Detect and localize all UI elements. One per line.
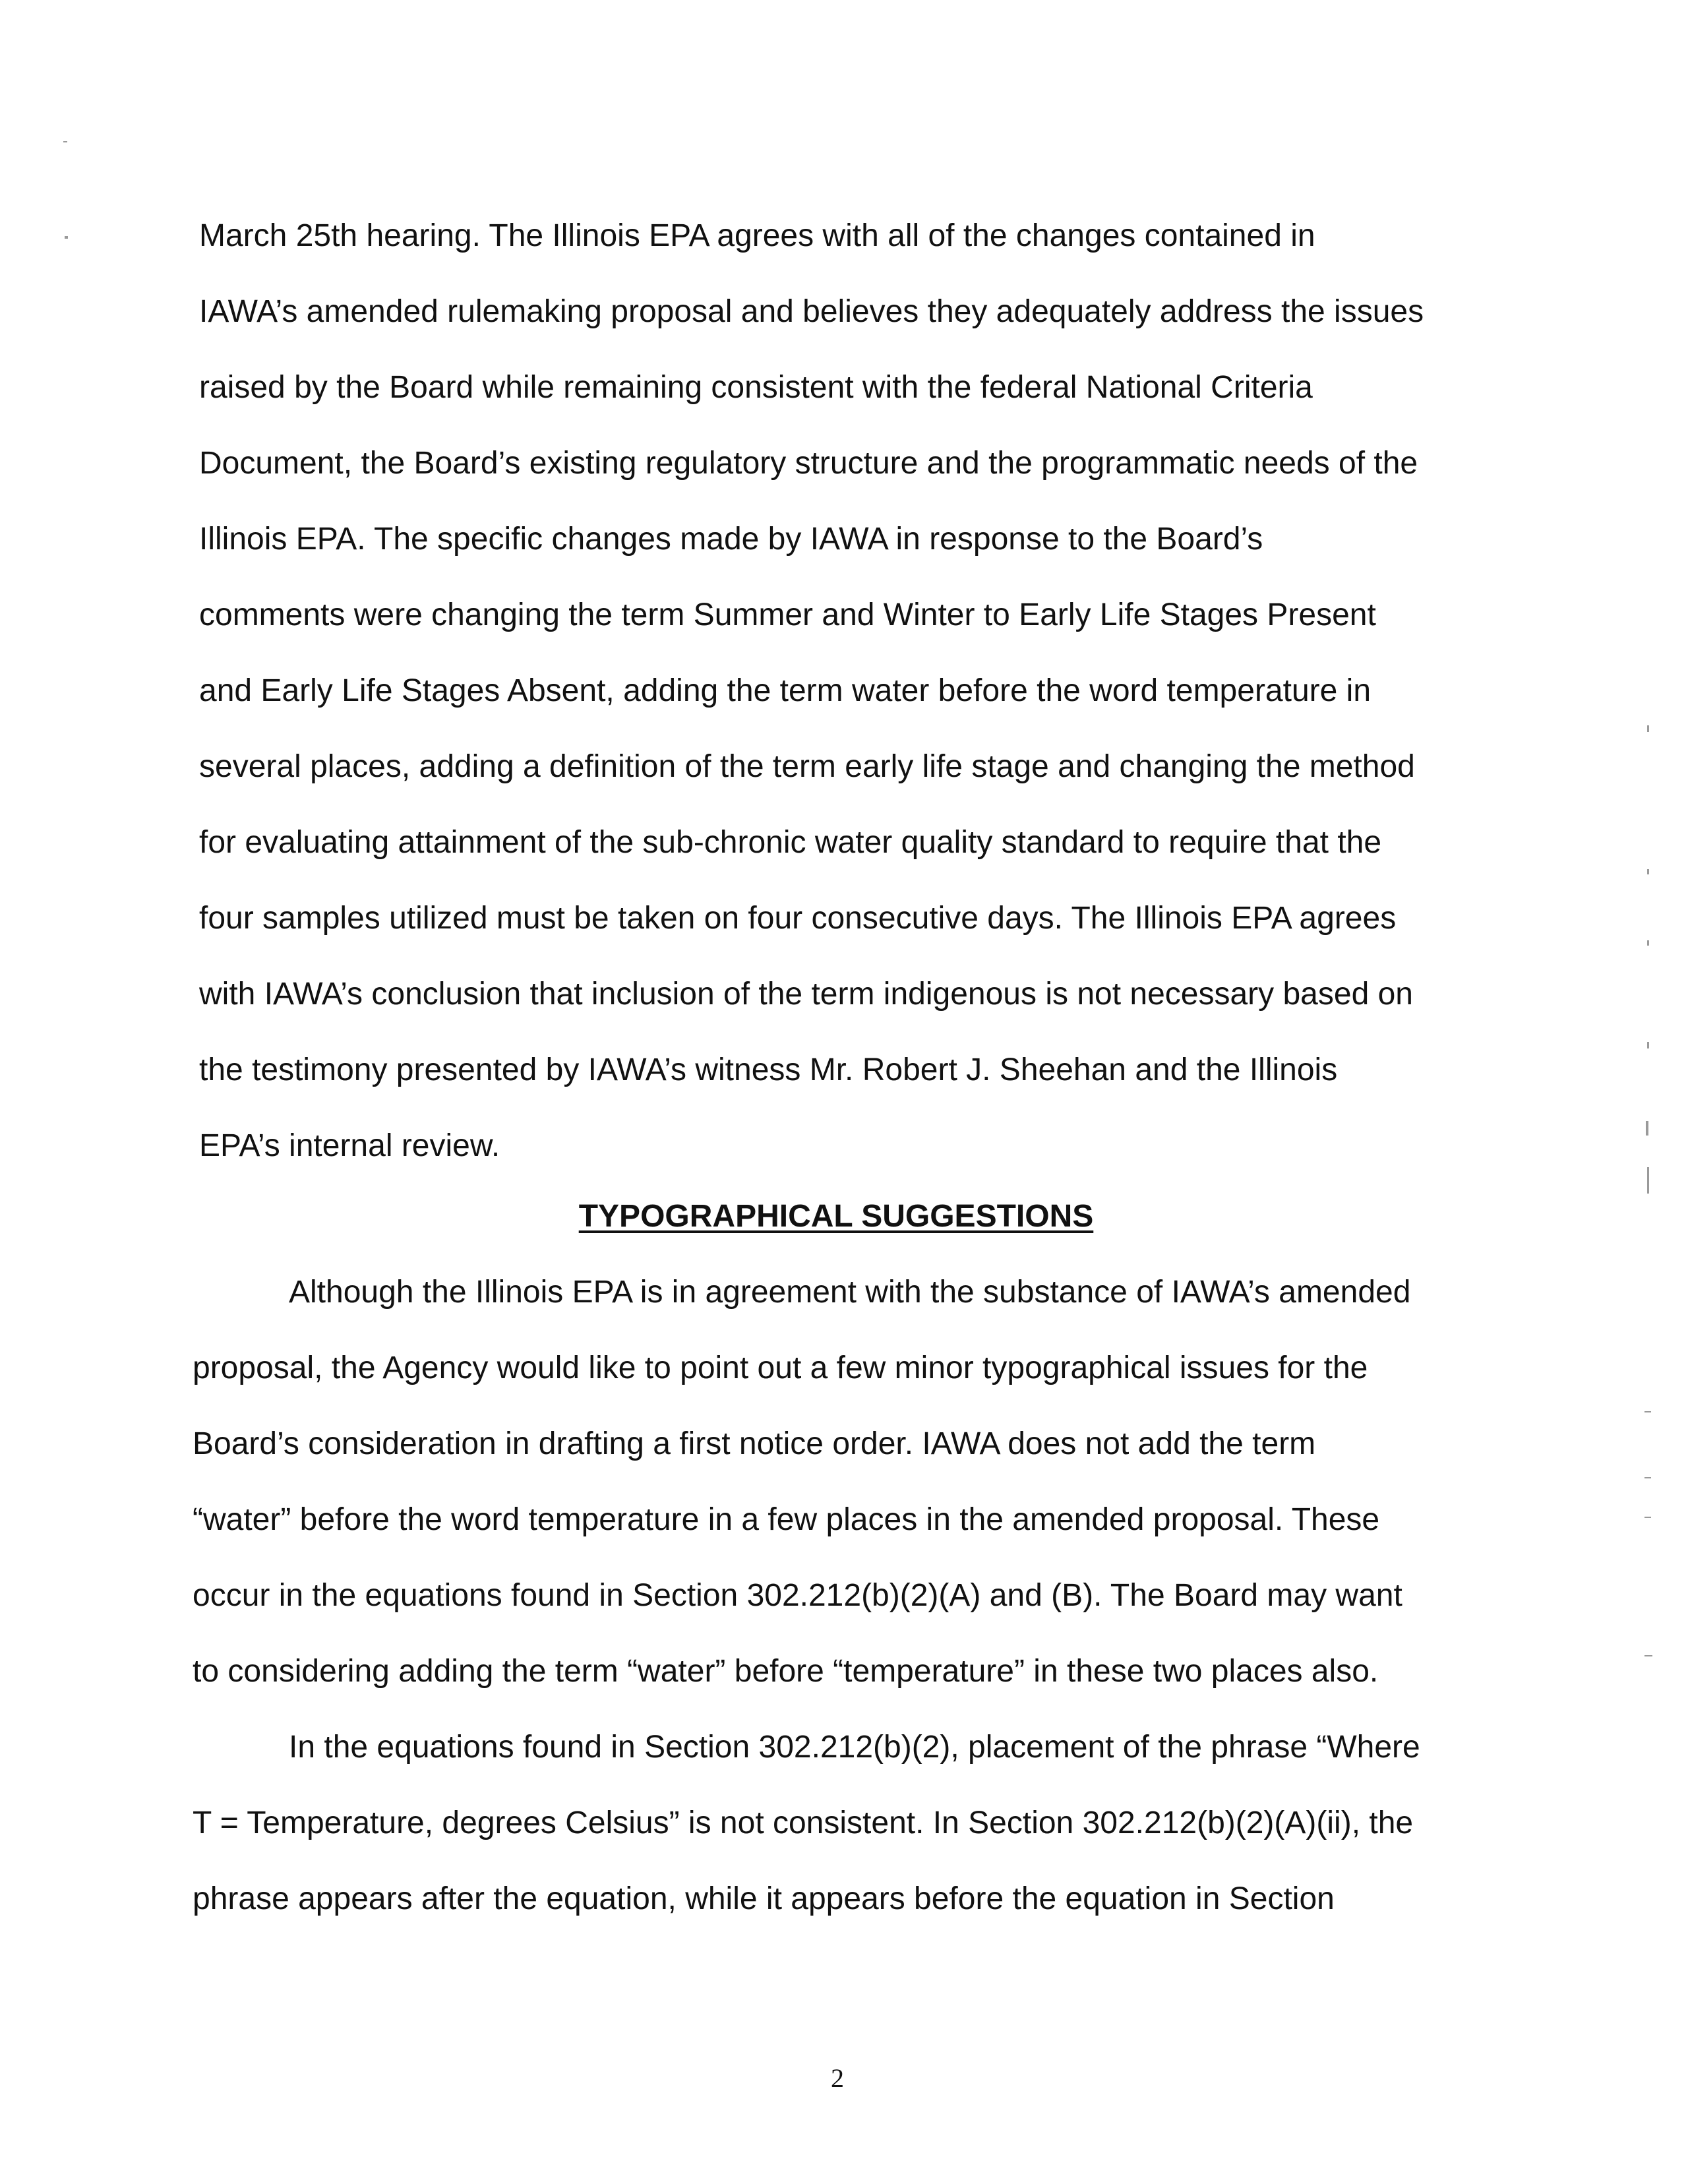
paragraph-2-line-6: to considering adding the term “water” before “temperature” in these two places also. <box>193 1654 1379 1689</box>
page-number-text: 2 <box>831 2063 844 2093</box>
paragraph-2-line-3: Board’s consideration in drafting a first notice order. IAWA does not add the term <box>193 1426 1316 1461</box>
section-heading <box>0 1198 1688 1235</box>
paragraph-1-line-12: the testimony presented by IAWA’s witness Mr. Robert J. Sheehan and the Illinois <box>199 1052 1338 1087</box>
paragraph-2-line-4: “water” before the word temperature in a few places in the amended proposal. These <box>193 1502 1380 1537</box>
scan-speck <box>1647 1042 1649 1048</box>
paragraph-1-line-7: and Early Life Stages Absent, adding the term water before the word temperature in <box>199 673 1372 708</box>
scan-speck <box>1647 940 1649 946</box>
paragraph-3-line-3: phrase appears after the equation, while it appears before the equation in Section <box>193 1881 1335 1916</box>
paragraph-1-line-11: with IAWA’s conclusion that inclusion of the term indigenous is not necessary based on <box>199 977 1413 1012</box>
scan-speck <box>1646 1121 1648 1136</box>
scan-speck <box>63 141 67 142</box>
paragraph-1-line-2: IAWA’s amended rulemaking proposal and believes they adequately address the issues <box>199 294 1424 329</box>
paragraph-2-line-2: proposal, the Agency would like to point out a few minor typographical issues for the <box>193 1350 1368 1385</box>
page-number <box>0 2063 1688 2094</box>
paragraph-1-line-3: raised by the Board while remaining consistent with the federal National Criteria <box>199 370 1313 405</box>
scan-speck <box>1644 1655 1652 1656</box>
scan-speck <box>1644 1517 1651 1518</box>
paragraph-3-line-2: T = Temperature, degrees Celsius” is not consistent. In Section 302.212(b)(2)(A)(ii), the <box>193 1805 1414 1840</box>
paragraph-1-line-6: comments were changing the term Summer and Winter to Early Life Stages Present <box>199 597 1376 632</box>
scan-speck <box>1644 1477 1651 1478</box>
paragraph-1-line-13: EPA’s internal review. <box>199 1128 500 1163</box>
paragraph-1-line-8: several places, adding a definition of the term early life stage and changing the method <box>199 749 1415 784</box>
scan-speck <box>1647 1167 1649 1194</box>
paragraph-1-line-1: March 25th hearing. The Illinois EPA agrees with all of the changes contained in <box>199 218 1315 253</box>
section-heading-text: TYPOGRAPHICAL SUGGESTIONS <box>578 1199 1094 1234</box>
scan-speck <box>1647 725 1649 732</box>
scan-speck <box>65 236 68 239</box>
paragraph-1-line-10: four samples utilized must be taken on four consecutive days. The Illinois EPA agrees <box>199 901 1397 936</box>
paragraph-1-line-4: Document, the Board’s existing regulatory structure and the programmatic needs of the <box>199 446 1418 481</box>
paragraph-2-line-1: Although the Illinois EPA is in agreement with the substance of IAWA’s amended <box>289 1275 1411 1310</box>
scan-speck <box>1647 869 1649 874</box>
paragraph-3-line-1: In the equations found in Section 302.212(b)(2), placement of the phrase “Where <box>289 1730 1420 1765</box>
scan-speck <box>1644 1411 1651 1412</box>
paragraph-1-line-9: for evaluating attainment of the sub-chronic water quality standard to require that the <box>199 825 1382 860</box>
paragraph-1-line-5: Illinois EPA. The specific changes made by IAWA in response to the Board’s <box>199 522 1263 557</box>
paragraph-2-line-5: occur in the equations found in Section 302.212(b)(2)(A) and (B). The Board may want <box>193 1578 1402 1613</box>
